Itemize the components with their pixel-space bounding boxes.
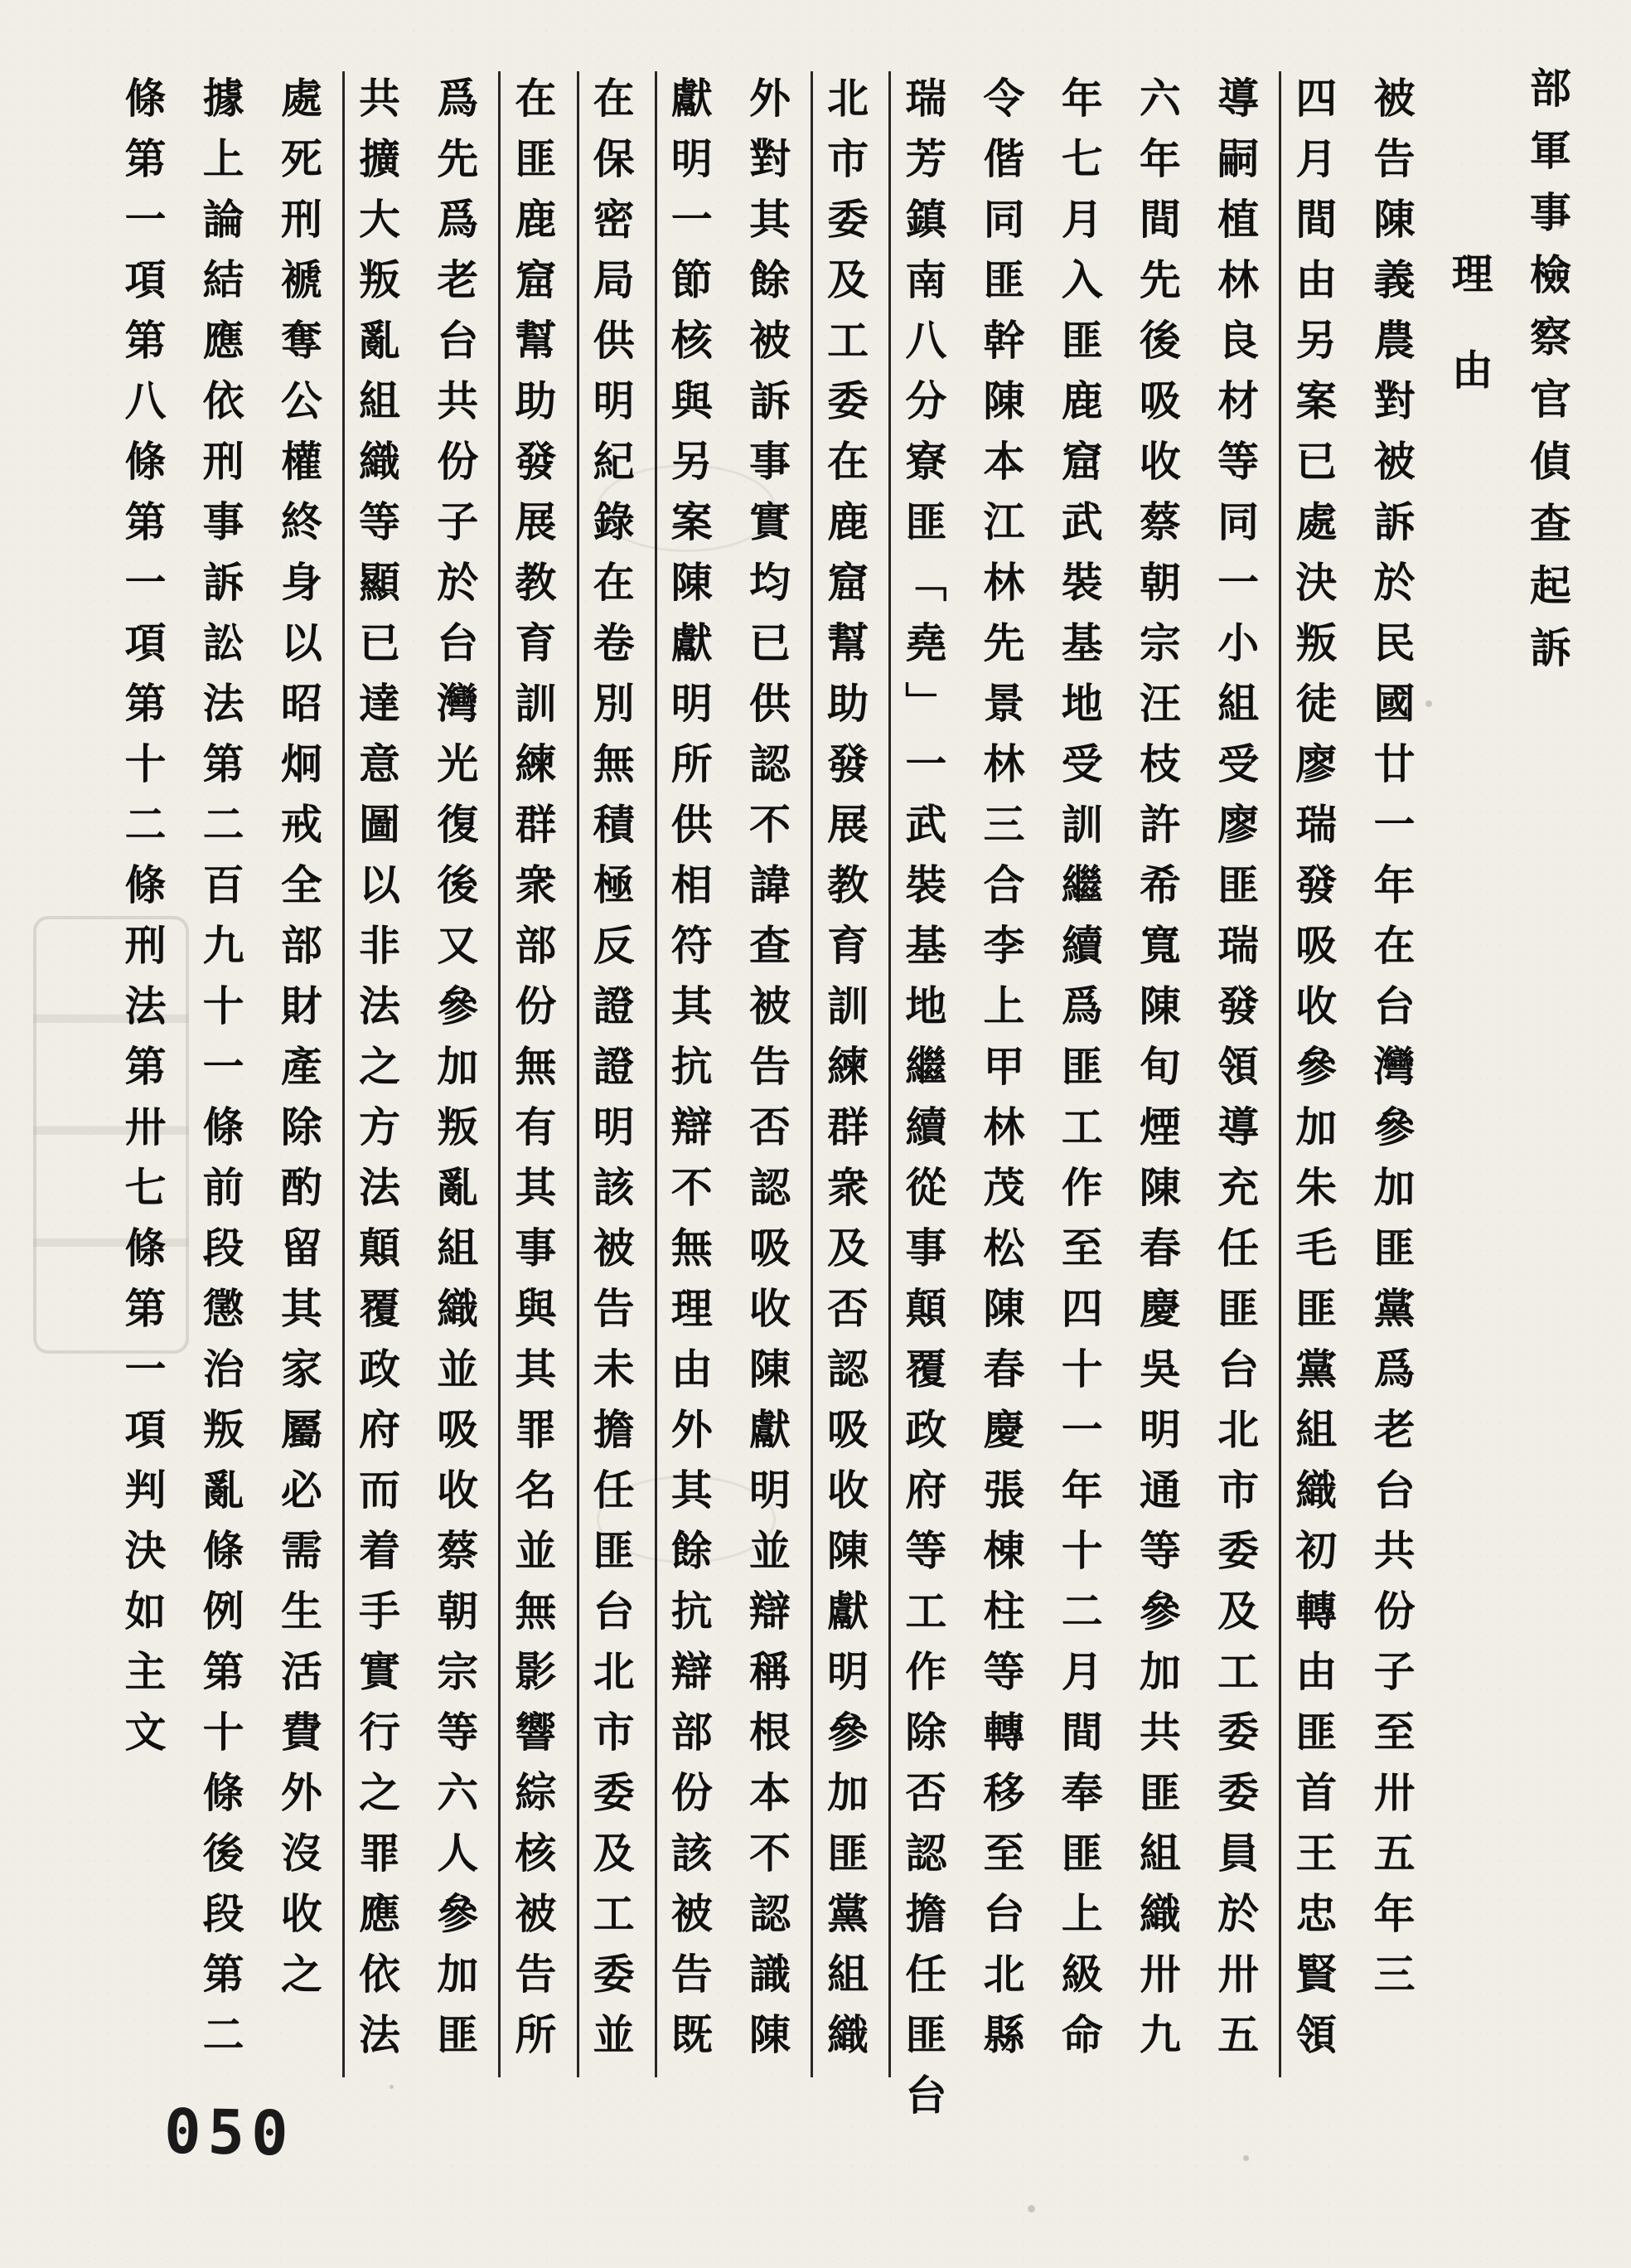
page-number: 050	[163, 2096, 296, 2170]
text-line: 處死刑褫奪公權終身以昭炯戒全部財產除酌留其家屬必需生活費外沒收之	[273, 76, 323, 2013]
text-line: 六年間先後吸收蔡朝宗汪枝許希寬陳旬煙陳春慶吳明通等參加共匪組織卅九	[1132, 76, 1182, 2073]
reason-heading-column	[1435, 32, 1513, 2162]
text-line: 北市委及工委在鹿窟幫助發展教育訓練群衆及否認吸收陳獻明參加匪黨組織	[820, 76, 870, 2073]
text-column-ruled	[811, 32, 888, 2162]
text-line: 瑞芳鎮南八分寮匪「堯」一武裝基地繼續從事顛覆政府等工作除否認擔任匪台	[898, 76, 948, 2134]
text-line: 共擴大叛亂組織等顯已達意圖以非法之方法顛覆政府而着手實行之罪應依法	[352, 76, 401, 2073]
vertical-text-columns	[108, 32, 1591, 2162]
header-column	[1513, 32, 1591, 2162]
text-line: 被告陳義農對被訴於民國廿一年在台灣參加匪黨爲老台共份子至卅五年三	[1367, 76, 1416, 2013]
text-column	[1045, 32, 1123, 2162]
text-column-ruled	[655, 32, 733, 2162]
text-column-ruled	[888, 32, 966, 2162]
text-column	[967, 32, 1045, 2162]
text-column	[1201, 32, 1279, 2162]
text-line: 令偕同匪幹陳本江林先景林三合李上甲林茂松陳春慶張棟柱等轉移至台北縣	[976, 76, 1026, 2073]
text-line: 爲先爲老台共份子於台灣光復後又參加叛亂組織並吸收蔡朝宗等六人參加匪	[430, 76, 480, 2073]
text-column	[733, 32, 811, 2162]
text-column	[1357, 32, 1435, 2162]
text-line: 在匪鹿窟幫助發展教育訓練群衆部份無有其事與其罪名並無影響綜核被告所	[508, 76, 558, 2073]
text-column	[1123, 32, 1201, 2162]
text-line: 四月間由另案已處決叛徒廖瑞發吸收參加朱毛匪黨組織初轉由匪首王忠賢領	[1289, 76, 1338, 2073]
text-column-ruled	[498, 32, 576, 2162]
text-column	[186, 32, 264, 2162]
text-line: 年七月入匪鹿窟武裝基地受訓繼續爲匪工作至四十一年十二月間奉匪上級命	[1054, 76, 1104, 2073]
text-column-ruled	[577, 32, 655, 2162]
text-line: 在保密局供明紀錄在卷別無積極反證證明該被告未擔任匪台北市委及工委並	[586, 76, 636, 2073]
text-line: 據上論結應依刑事訴訟法第二百九十一條前段懲治叛亂條例第十條後段第二	[196, 76, 245, 2073]
text-column	[264, 32, 342, 2162]
reason-heading: 理由	[1445, 252, 1494, 444]
text-line: 獻明一節核與另案陳獻明所供相符其抗辯不無理由外其餘抗辯部份該被告既	[664, 76, 714, 2073]
text-line: 條第一項第八條第一項第十二條刑法第卅七條第一項判決如主文	[118, 76, 167, 1771]
text-column	[108, 32, 186, 2162]
text-line: 導嗣植林良材等同一小組受廖匪瑞發領導充任匪台北市委及工委委員於卅五	[1211, 76, 1261, 2073]
text-column	[420, 32, 498, 2162]
header-text: 部軍事檢察官偵查起訴	[1522, 66, 1572, 688]
text-column-ruled	[1279, 32, 1357, 2162]
text-line: 外對其餘被訴事實均已供認不諱查被告否認吸收陳獻明並辯稱根本不認識陳	[742, 76, 791, 2073]
text-column-ruled	[342, 32, 420, 2162]
print-speck	[1028, 2205, 1035, 2212]
